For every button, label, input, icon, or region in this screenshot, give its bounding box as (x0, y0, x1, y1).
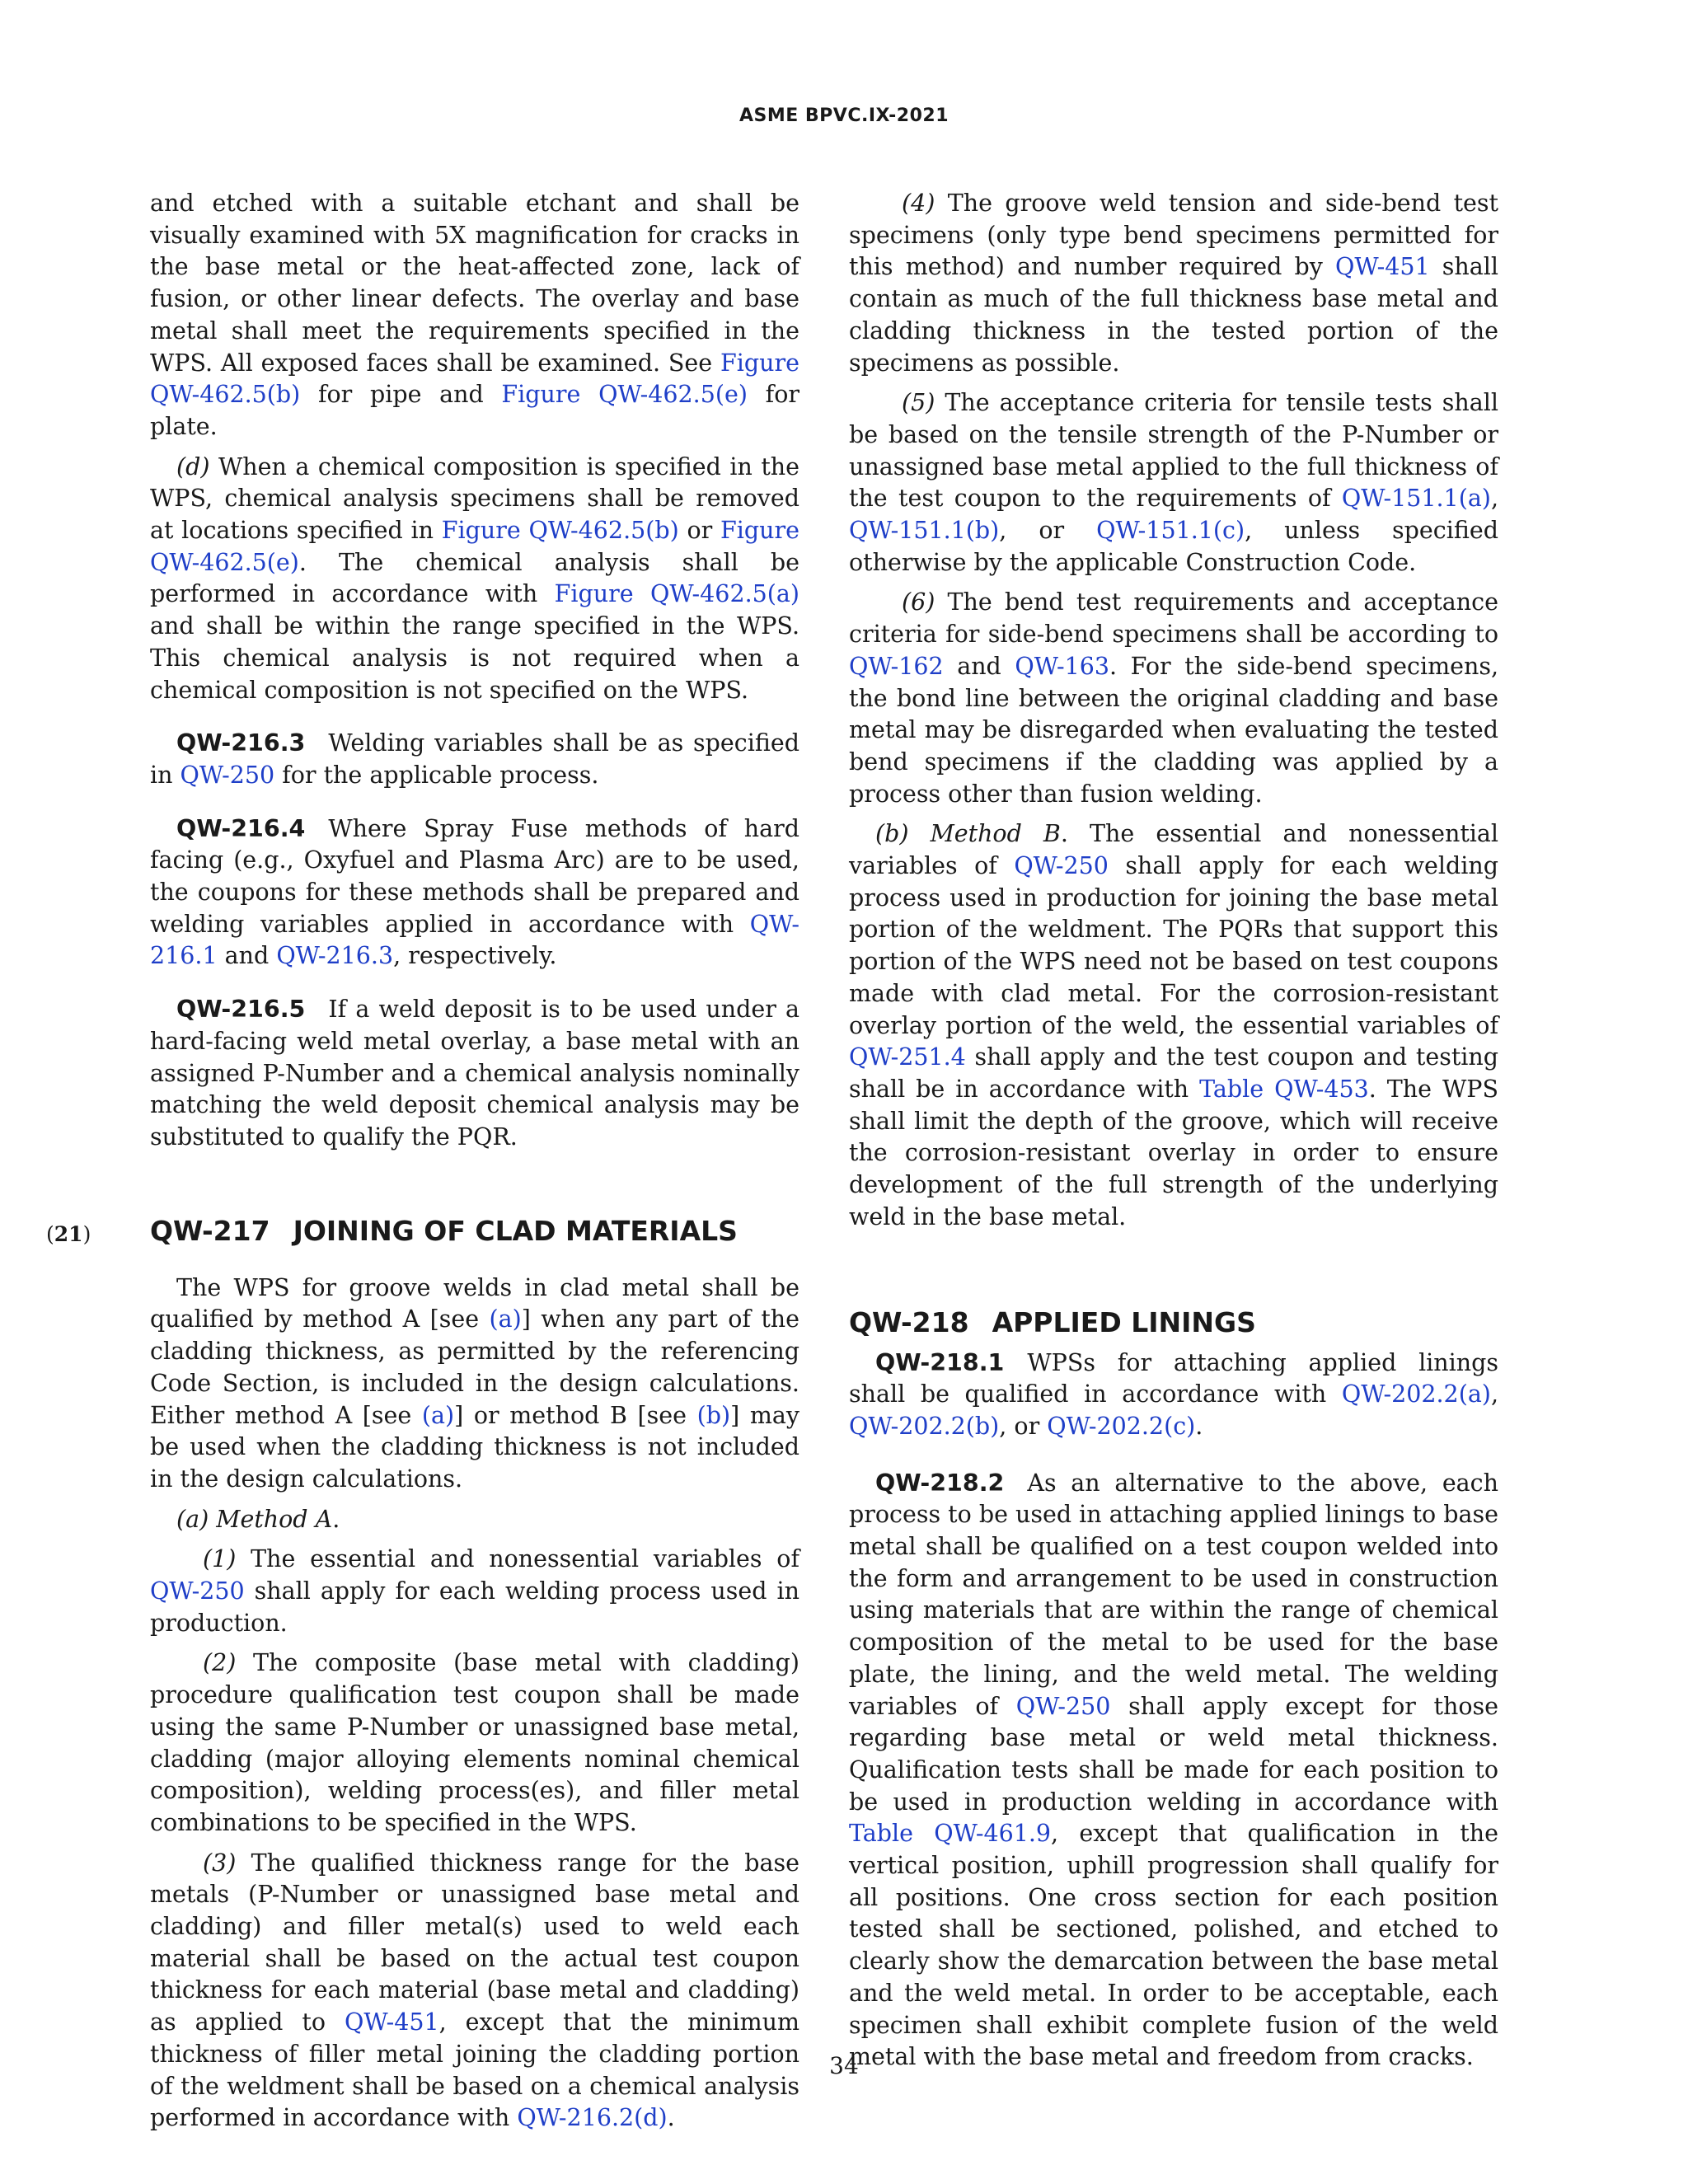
paragraph-qw-216-3: QW-216.3 Welding variables shall be as specified in QW-250 for the applicable process. (150, 729, 799, 789)
paragraph-id: QW-216.4 (176, 814, 306, 842)
paragraph-d-chemical-analysis: (d) When a chemical composition is specified in the WPS, chemical analysis specimens shall be removed at locations specified in Figure QW-462.5(b) or Figure QW-462.5(e). The chemical analysis shall be performed in accordance with Figure QW-462.5(a) and shall be within the range specified in the WPS. This chemical analysis is not required when a chemical composition is not specified on the WPS. (150, 452, 799, 704)
section-heading-qw-218 (849, 1306, 1498, 1339)
link-figure-qw-462-5b[interactable]: Figure QW-462.5(b) (441, 517, 679, 545)
paragraph-id: QW-218.2 (875, 1469, 1005, 1497)
paragraph-method-a-1: (1) The essential and nonessential variables of QW-250 shall apply for each welding process used in production. (150, 1545, 799, 1637)
link-qw-151-1c[interactable]: QW-151.1(c) (1096, 517, 1245, 545)
link-qw-216-1[interactable]: QW-216.1 (150, 910, 799, 970)
link-figure-qw-462-5b[interactable]: Figure QW-462.5(b) (150, 349, 799, 409)
paragraph-method-a-6: (6) The bend test requirements and acceptance criteria for side-bend specimens shall be according to QW-162 and QW-163. For the side-bend specimens, the bond line between the original cladding and base metal may be disregarded when evaluating the tested bend specimens if the cladding was applied by a process other than fusion welding. (849, 588, 1499, 808)
link-table-qw-461-9[interactable]: Table QW-461.9 (849, 1820, 1052, 1848)
revision-marker: (21) (46, 1221, 91, 1246)
link-qw-451[interactable]: QW-451 (345, 2008, 439, 2036)
paragraph-qw-216-4: QW-216.4 Where Spray Fuse methods of hard facing (e.g., Oxyfuel and Plasma Arc) are to be used, the coupons for these methods shall be prepared and welding variables applied in accordance with QW-216.1 and QW-216.3, respectively. (150, 814, 799, 970)
page-number: 34 (829, 2052, 859, 2079)
paragraph-method-a: (a) Method A. (176, 1505, 340, 1533)
link-qw-151-1a[interactable]: QW-151.1(a) (1341, 485, 1491, 513)
link-qw-163[interactable]: QW-163 (1015, 652, 1110, 680)
link-item-a[interactable]: (a) (489, 1305, 522, 1333)
link-qw-250[interactable]: QW-250 (180, 761, 275, 789)
right-column (849, 188, 1498, 2082)
section-title: JOINING OF CLAD MATERIALS (293, 1214, 738, 1247)
paragraph-qw-218-2: QW-218.2 As an alternative to the above, each process to be used in attaching applied linings to base metal shall be qualified on a test coupon welded into the form and arrangement to be used in construction using materials that are within the range of chemical composition of the metal to be used for the base plate, the lining, and the weld metal. The welding variables of QW-250 shall apply except for those regarding base metal or weld metal thickness. Qualification tests shall be made for each position to be used in production welding in accordance with Table QW-461.9, except that qualification in the vertical position, uphill progression shall qualify for all positions. One cross section for each position tested shall be sectioned, polished, and etched to clearly show the demarcation between the base metal and the weld metal. In order to be acceptable, each specimen shall exhibit complete fusion of the weld metal with the base metal and freedom from cracks. (849, 1469, 1498, 2071)
paragraph-clad-groove-welds: The WPS for groove welds in clad metal shall be qualified by method A [see (a)] when any part of the cladding thickness, as permitted by the referencing Code Section, is included in the design calculations. Either method A [see (a)] or method B [see (b)] may be used when the cladding thickness is not included in the design calculations. (150, 1273, 799, 1493)
paragraph-qw-218-1: QW-218.1 WPSs for attaching applied linings shall be qualified in accordance with QW-202.2(a), QW-202.2(b), or QW-202.2(c). (849, 1348, 1498, 1440)
link-item-a[interactable]: (a) (421, 1401, 455, 1429)
link-qw-162[interactable]: QW-162 (849, 652, 944, 680)
section-id: QW-218 (849, 1305, 969, 1338)
paragraph-method-a-4: (4) The groove weld tension and side-bend test specimens (only type bend specimens permitted for this method) and number required by QW-451 shall contain as much of the full thickness base metal and cladding thickness in the tested portion of the specimens as possible. (849, 190, 1499, 377)
paragraph-method-a-5: (5) The acceptance criteria for tensile tests shall be based on the tensile strength of the P-Number or unassigned base metal applied to the full thickness of the test coupon to the requirements of QW-151.1(a), QW-151.1(b), or QW-151.1(c), unless specified otherwise by the applicable Construction Code. (849, 389, 1498, 576)
paragraph-id: QW-216.3 (176, 729, 306, 757)
link-qw-451[interactable]: QW-451 (1335, 253, 1430, 281)
link-qw-250[interactable]: QW-250 (1014, 852, 1109, 880)
section-heading-qw-217 (46, 1214, 799, 1248)
paragraph-method-a-2: (2) The composite (base metal with cladding) procedure qualification test coupon shall be made using the same P-Number or unassigned base metal, cladding (major alloying elements nominal chemical composition), welding process(es), and filler metal combinations to be specified in the WPS. (150, 1649, 799, 1836)
link-qw-202-2b[interactable]: QW-202.2(b) (849, 1412, 1000, 1440)
running-header: ASME BPVC.IX-2021 (738, 105, 950, 126)
paragraph-qw-216-5: QW-216.5 If a weld deposit is to be used under a hard-facing weld metal overlay, a base metal with an assigned P-Number and a chemical analysis nominally matching the weld deposit chemical analysis may be substituted to qualify the PQR. (150, 996, 799, 1151)
section-title: APPLIED LININGS (992, 1305, 1256, 1338)
link-qw-216-2d[interactable]: QW-216.2(d) (517, 2104, 668, 2132)
paragraph-id: QW-216.5 (176, 996, 306, 1024)
link-figure-qw-462-5a[interactable]: Figure QW-462.5(a) (554, 580, 799, 608)
link-item-b[interactable]: (b) (696, 1401, 731, 1429)
link-qw-202-2a[interactable]: QW-202.2(a) (1341, 1380, 1491, 1408)
link-qw-216-3[interactable]: QW-216.3 (276, 942, 394, 970)
link-figure-qw-462-5e[interactable]: Figure QW-462.5(e) (501, 381, 748, 409)
link-table-qw-453[interactable]: Table QW-453 (1199, 1075, 1369, 1103)
paragraph-id: QW-218.1 (875, 1348, 1005, 1376)
link-qw-250[interactable]: QW-250 (150, 1577, 245, 1605)
section-id: QW-217 (150, 1214, 270, 1247)
link-qw-250[interactable]: QW-250 (1015, 1692, 1111, 1720)
left-column (46, 188, 800, 2143)
paragraph-method-a-3: (3) The qualified thickness range for the base metals (P-Number or unassigned base metal and cladding) and filler metal(s) used to weld each material shall be based on the actual test coupon thickness for each material (base metal and cladding) as applied to QW-451, except that the minimum thickness of filler metal joining the cladding portion of the weldment shall be based on a chemical analysis performed in accordance with QW-216.2(d). (150, 1849, 800, 2132)
paragraph-method-b: (b) Method B. The essential and nonessential variables of QW-250 shall apply for each welding process used in production for joining the base metal portion of the weldment. The PQRs that support this portion of the WPS need not be based on test coupons made with clad metal. For the corrosion-resistant overlay portion of the weld, the essential variables of QW-251.4 shall apply and the test coupon and testing shall be in accordance with Table QW-453. The WPS shall limit the depth of the groove, which will receive the corrosion-resistant overlay in order to ensure development of the full strength of the underlying weld in the base metal. (849, 820, 1499, 1230)
link-qw-151-1b[interactable]: QW-151.1(b) (849, 517, 1000, 545)
link-qw-251-4[interactable]: QW-251.4 (849, 1043, 966, 1071)
link-qw-202-2c[interactable]: QW-202.2(c) (1047, 1412, 1196, 1440)
paragraph-etch-examination: and etched with a suitable etchant and shall be visually examined with 5X magnification for cracks in the base metal or the heat-affected zone, lack of fusion, or other linear defects. The overlay and base metal shall meet the requirements specified in the WPS. All exposed faces shall be examined. See Figure QW-462.5(b) for pipe and Figure QW-462.5(e) for plate. (150, 190, 799, 440)
link-figure-qw-462-5e[interactable]: Figure QW-462.5(e) (150, 517, 799, 576)
